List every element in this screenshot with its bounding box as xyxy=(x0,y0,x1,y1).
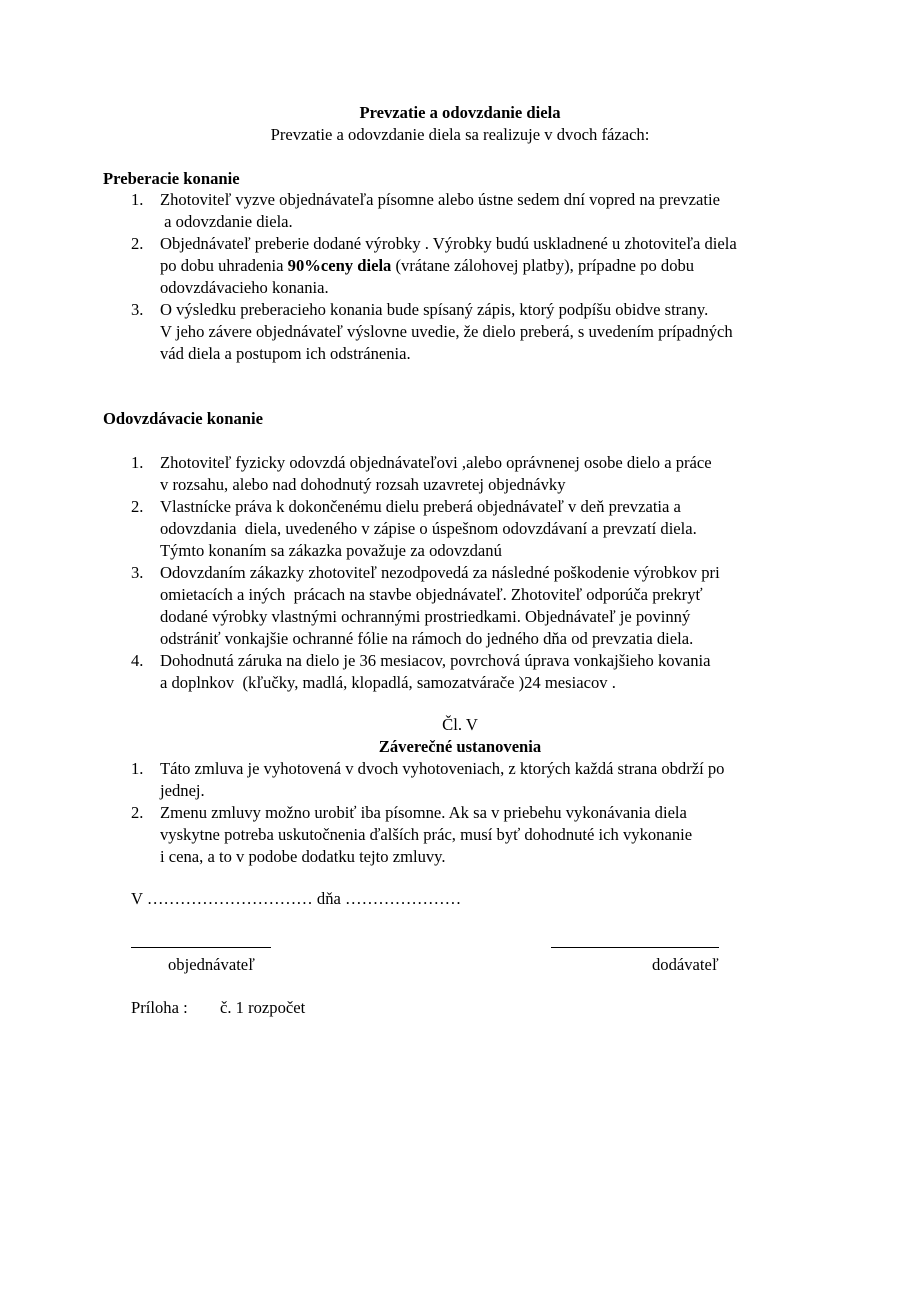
intro-text: Prevzatie a odovzdanie diela sa realizuje v dvoch fázach: xyxy=(270,125,650,144)
item-line: odstrániť vonkajšie ochranné fólie na rámoch do jedného dňa od prevzatia diela. xyxy=(160,629,694,648)
item-line: Týmto konaním sa zákazka považuje za odovzdanú xyxy=(160,541,502,560)
item-line: Odovzdaním zákazky zhotoviteľ nezodpovedá za následné poškodenie výrobkov pri xyxy=(160,563,720,582)
item-line: O výsledku preberacieho konania bude spísaný zápis, ktorý podpíšu obidve strany. xyxy=(160,300,709,319)
signature-label-objednavatel: objednávateľ xyxy=(168,955,255,974)
item-number: 1. xyxy=(131,453,144,472)
document-title: Prevzatie a odovzdanie diela xyxy=(359,103,561,122)
item-line: vyskytne potreba uskutočnenia ďalších prác, musí byť dohodnuté ich vykonanie xyxy=(160,825,693,844)
section-heading-preberacie: Preberacie konanie xyxy=(103,169,240,188)
item-line: Objednávateľ preberie dodané výrobky . Výrobky budú uskladnené u zhotoviteľa diela xyxy=(160,234,737,253)
item-line: omietacích a iných prácach na stavbe objednávateľ. Zhotoviteľ odporúča prekryť xyxy=(160,585,703,604)
item-number: 3. xyxy=(131,300,144,319)
item-line: dodané výrobky vlastnými ochrannými prostriedkami. Objednávateľ je povinný xyxy=(160,607,691,626)
item-line: odovzdania diela, uvedeného v zápise o úspešnom odovzdávaní a prevzatí diela. xyxy=(160,519,697,538)
item-number: 3. xyxy=(131,563,144,582)
item-line-start: po dobu uhradenia xyxy=(160,256,288,275)
item-number: 2. xyxy=(131,803,144,822)
item-number: 2. xyxy=(131,497,144,516)
item-line: odovzdávacieho konania. xyxy=(160,278,329,297)
signature-line-left xyxy=(131,947,271,948)
item-line: Zmenu zmluvy možno urobiť iba písomne. Ak sa v priebehu vykonávania diela xyxy=(160,803,687,822)
place-date-line: V ………………………… dňa ………………… xyxy=(131,889,462,908)
article-title: Záverečné ustanovenia xyxy=(378,737,542,756)
item-number: 4. xyxy=(131,651,144,670)
item-number: 1. xyxy=(131,190,144,209)
item-line: a doplnkov (kľučky, madlá, klopadlá, samozatvárače )24 mesiacov . xyxy=(160,673,616,692)
item-line: jednej. xyxy=(160,781,205,800)
item-line-end: (vrátane zálohovej platby), prípadne po dobu xyxy=(391,256,695,275)
item-number: 2. xyxy=(131,234,144,253)
item-line: V jeho závere objednávateľ výslovne uvedie, že dielo preberá, s uvedením prípadných xyxy=(160,322,733,341)
item-line: Zhotoviteľ fyzicky odovzdá objednávateľovi ,alebo oprávnenej osobe dielo a práce xyxy=(160,453,712,472)
bold-price-term: 90%ceny diela xyxy=(287,256,392,275)
signature-label-dodavatel: dodávateľ xyxy=(652,955,719,974)
item-line: Vlastnícke práva k dokončenému dielu preberá objednávateľ v deň prevzatia a xyxy=(160,497,681,516)
item-line-mixed xyxy=(160,255,694,277)
item-line: a odovzdanie diela. xyxy=(160,212,293,231)
attachment-value: č. 1 rozpočet xyxy=(220,998,306,1017)
item-line: v rozsahu, alebo nad dohodnutý rozsah uzavretej objednávky xyxy=(160,475,566,494)
signature-line-right xyxy=(551,947,719,948)
item-line: Dohodnutá záruka na dielo je 36 mesiacov, povrchová úprava vonkajšieho kovania xyxy=(160,651,711,670)
attachment-label: Príloha : xyxy=(131,998,188,1017)
item-number: 1. xyxy=(131,759,144,778)
item-line: Táto zmluva je vyhotovená v dvoch vyhotoveniach, z ktorých každá strana obdrží po xyxy=(160,759,725,778)
item-line: i cena, a to v podobe dodatku tejto zmluvy. xyxy=(160,847,446,866)
section-heading-odovzdavacie: Odovzdávacie konanie xyxy=(103,409,263,428)
item-line: vád diela a postupom ich odstránenia. xyxy=(160,344,411,363)
item-line: Zhotoviteľ vyzve objednávateľa písomne alebo ústne sedem dní vopred na prevzatie xyxy=(160,190,720,209)
article-number: Čl. V xyxy=(442,715,478,734)
